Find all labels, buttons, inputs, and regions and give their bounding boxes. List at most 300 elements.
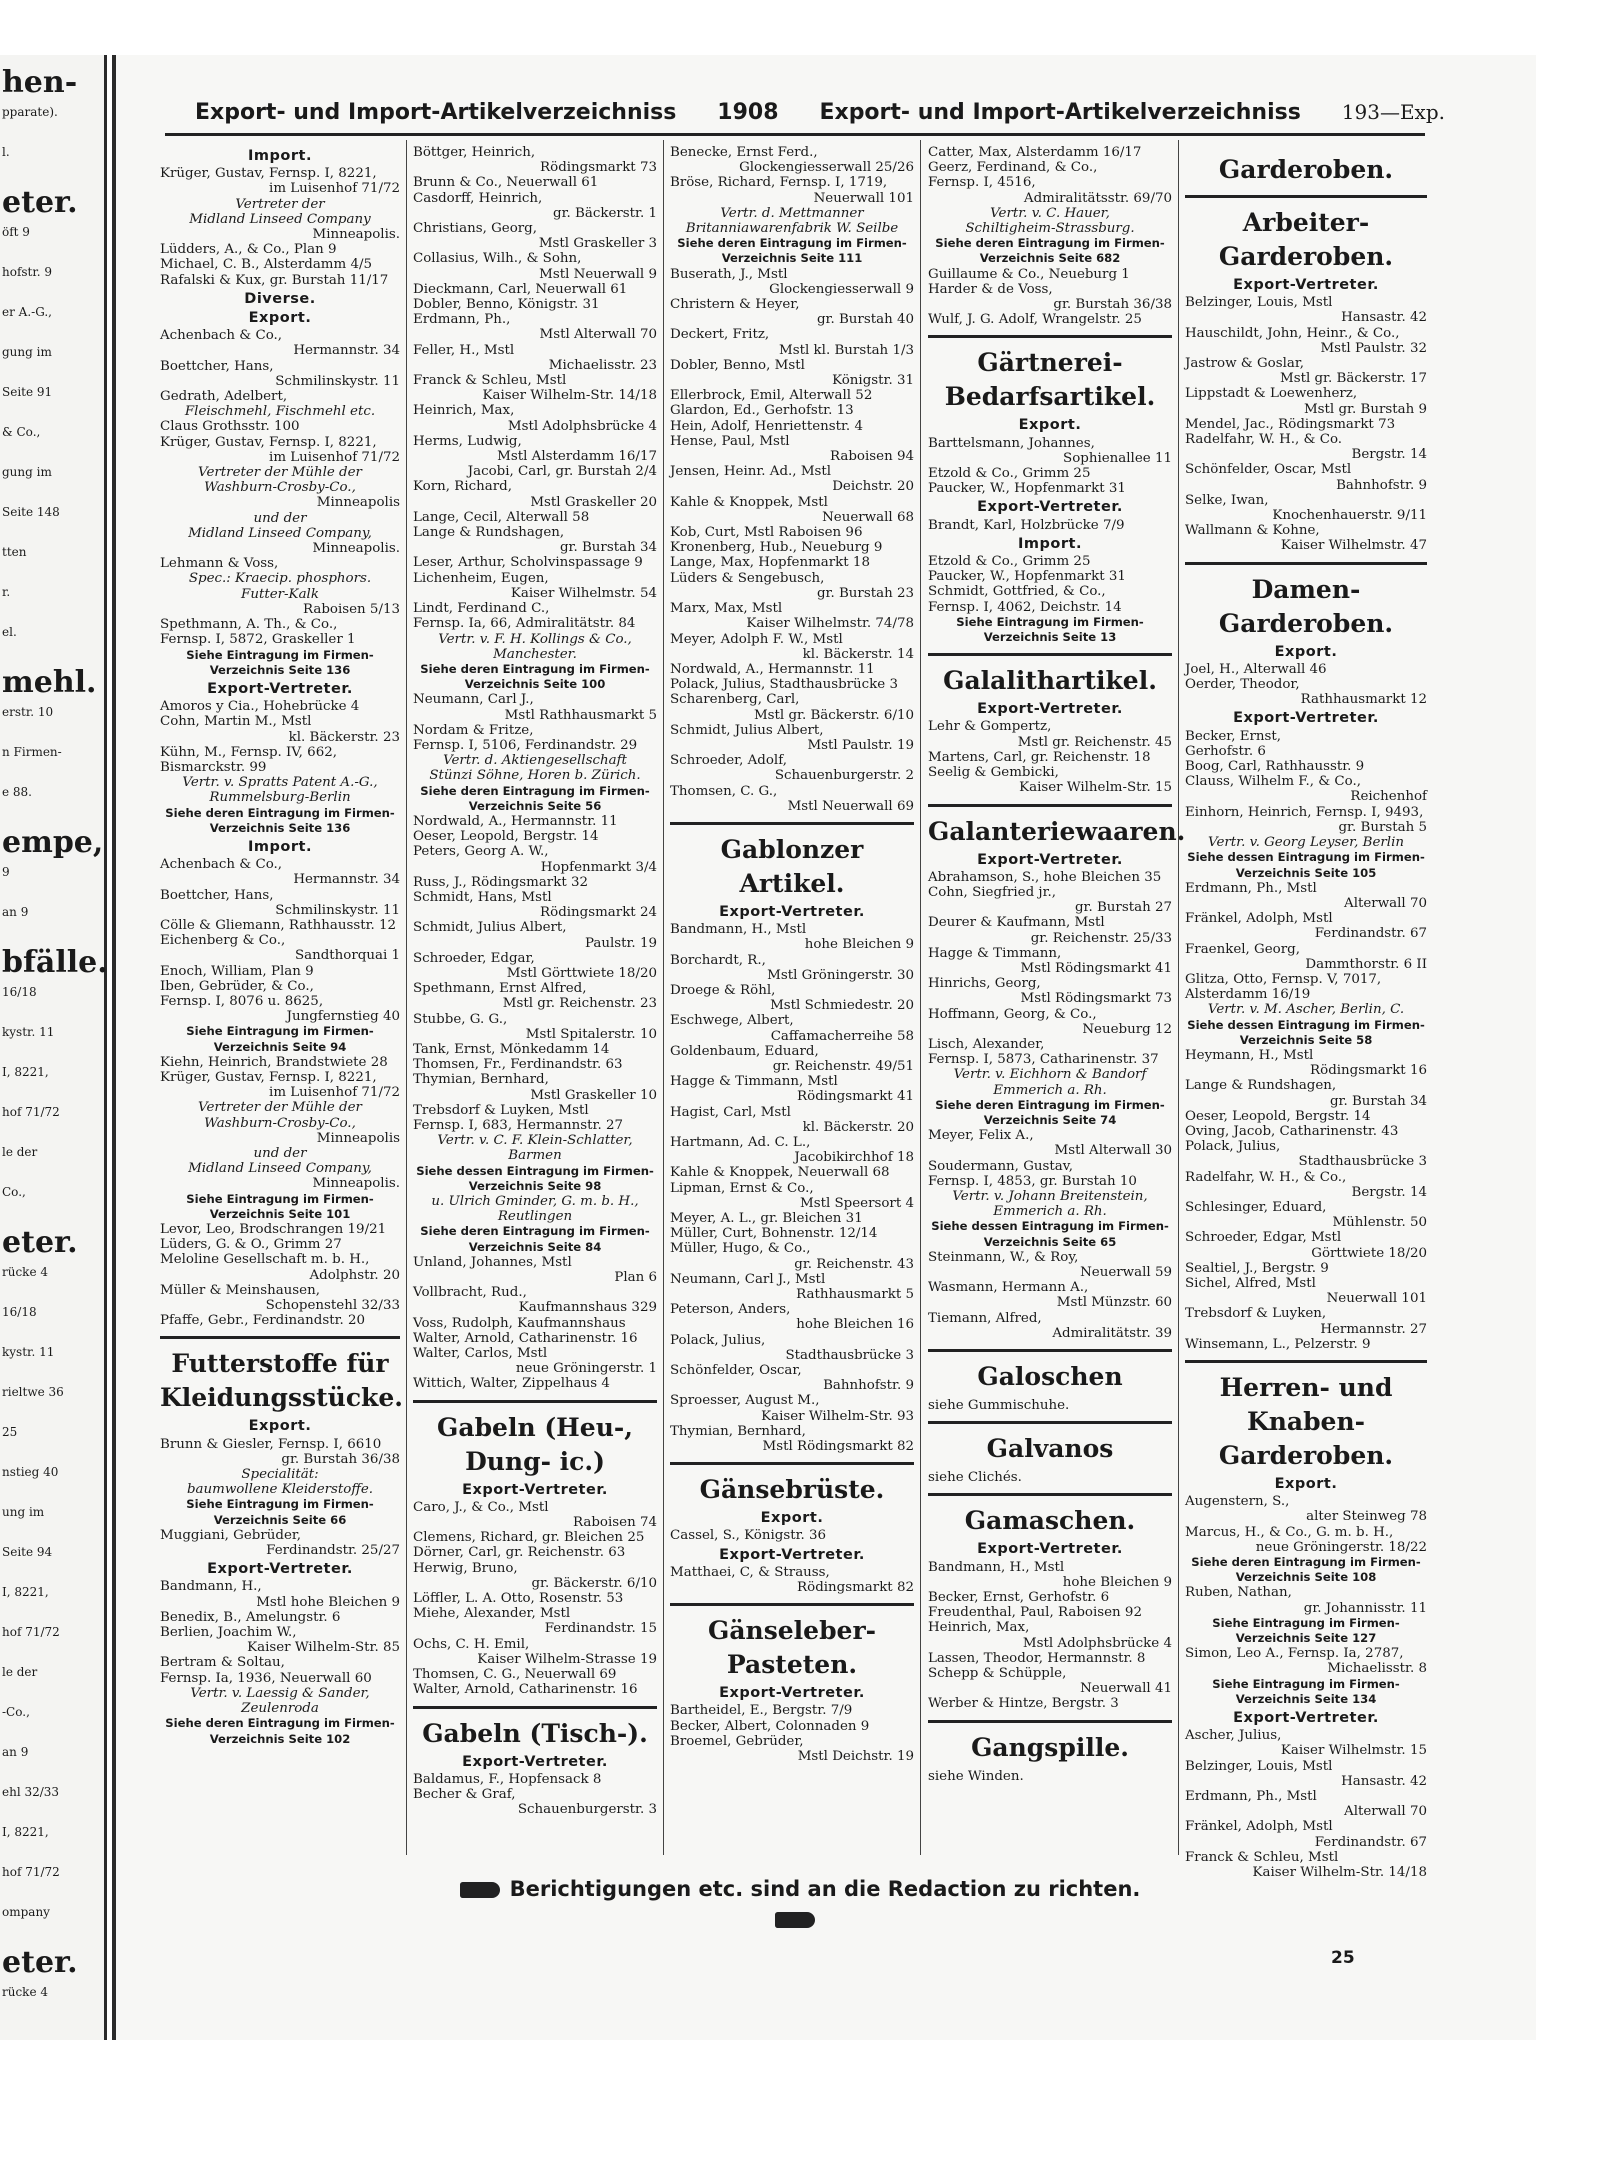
directory-entry: siehe Winden. [928,1768,1024,1784]
directory-entry: Trebsdorf & Luyken, [1185,1306,1327,1322]
directory-entry: Rödingsmarkt 16 [1310,1063,1427,1079]
directory-entry: Erdmann, Ph., [413,312,511,328]
directory-entry: Alterwall 70 [1344,1804,1427,1820]
directory-entry: Nordam & Fritze, [413,722,534,738]
running-head-right: Export- und Import-Artikelverzeichniss [819,99,1301,125]
directory-entry: Schopenstehl 32/33 [265,1298,400,1314]
directory-entry: Neuerwall 59 [1080,1264,1172,1280]
directory-entry: Görttwiete 18/20 [1311,1245,1427,1261]
section-rule [413,1706,657,1709]
cross-reference-note: Siehe dessen Eintragung im Firmen-Verzeichnis Seite 65 [931,1219,1169,1249]
gutter-fragment: empe, [2,825,104,860]
directory-entry: Schmilinskystr. 11 [275,373,400,389]
gutter-fragment: kystr. 11 [2,1025,55,1039]
section-heading: Gabeln (Tisch-). [422,1718,648,1748]
directory-entry: Werber & Hintze, Bergstr. 3 [928,1696,1119,1712]
directory-entry: Boettcher, Hans, [160,887,274,903]
page-reference: 193—Exp. [1341,100,1445,124]
directory-entry: Baldamus, F., Hopfensack 8 [413,1771,602,1787]
directory-entry: Hense, Paul, Mstl [670,433,790,449]
directory-entry: hohe Bleichen 9 [1062,1574,1172,1590]
directory-entry: gr. Burstah 5 [1338,819,1427,835]
directory-entry: gr. Burstah 36/38 [1053,297,1172,313]
directory-entry: Unland, Johannes, Mstl [413,1254,572,1270]
directory-entry: Mstl Alsterdamm 16/17 [497,449,657,465]
directory-entry: Fleischmehl, Fischmehl etc. [184,404,376,420]
directory-entry: gr. Burstah 36/38 [281,1451,400,1467]
subsection-heading: Export-Vertreter. [1233,710,1379,727]
directory-entry: Ellerbrock, Emil, Alterwall 52 [670,388,873,404]
directory-entry: Muggiani, Gebrüder, [160,1527,302,1543]
directory-entry: Glardon, Ed., Gerhofstr. 13 [670,403,854,419]
directory-entry: Brunn & Co., Neuerwall 61 [413,175,599,191]
gutter-fragment: an 9 [2,1745,29,1759]
directory-entry: Minneapolis [316,1130,400,1146]
directory-entry: Becker, Albert, Colonnaden 9 [670,1718,870,1734]
directory-entry: Mstl Rödingsmarkt 82 [762,1439,914,1455]
directory-entry: Amoros y Cia., Hohebrücke 4 [160,699,360,715]
directory-entry: Catter, Max, Alsterdamm 16/17 [928,145,1142,160]
directory-entry: Benecke, Ernst Ferd., [670,145,818,160]
section-heading: Gamaschen. [964,1506,1136,1536]
directory-entry: Schroeder, Edgar, [413,950,535,966]
directory-entry: Paucker, W., Hopfenmarkt 31 [928,569,1126,585]
directory-entry: Belzinger, Louis, Mstl [1185,1758,1333,1774]
directory-entry: Minneapolis. [312,541,400,557]
directory-entry: Schauenburgerstr. 2 [774,768,914,784]
directory-entry: Kaiser Wilhelm-Str. 14/18 [1252,1865,1427,1881]
directory-entry: Ruben, Nathan, [1185,1585,1292,1601]
directory-entry: Bertram & Soltau, [160,1655,285,1671]
directory-entry: Fränkel, Adolph, Mstl [1185,1819,1333,1835]
directory-entry: Korn, Richard, [413,479,512,495]
directory-entry: Trebsdorf & Luyken, Mstl [413,1102,589,1118]
directory-entry: Dörner, Carl, gr. Reichenstr. 63 [413,1545,626,1561]
directory-entry: Clauss, Wilhelm F., & Co., [1185,774,1362,790]
gutter-fragment: eter. [2,185,78,220]
directory-entry: Washburn-Crosby-Co., [204,480,356,496]
directory-entry: Matthaei, C, & Strauss, [670,1564,830,1580]
directory-entry: Fraenkel, Georg, [1185,941,1300,957]
directory-entry: Jastrow & Goslar, [1185,356,1305,372]
directory-entry: Schroeder, Edgar, Mstl [1185,1230,1342,1246]
directory-entry: Caffamacherreihe 58 [770,1028,914,1044]
gutter-fragment: ompany [2,1905,50,1919]
subsection-heading: Export-Vertreter. [207,680,353,697]
gutter-fragment: 25 [2,1425,18,1439]
column-divider [663,140,664,1855]
directory-entry: gr. Bäckerstr. 1 [553,205,657,221]
directory-entry: Tiemann, Alfred, [928,1310,1042,1326]
directory-entry: baumwollene Kleiderstoffe. [186,1482,374,1498]
directory-entry: Kaiser Wilhelmstr. 15 [1280,1743,1427,1759]
directory-entry: Eschwege, Albert, [670,1013,794,1029]
directory-entry: Geerz, Ferdinand, & Co., [928,160,1098,176]
directory-entry: Kaiser Wilhelmstr. 74/78 [746,616,914,632]
section-rule [928,1421,1172,1424]
directory-entry: Minneapolis. [312,227,400,243]
directory-entry: Walter, Arnold, Catharinenstr. 16 [413,1682,638,1698]
directory-entry: Sichel, Alfred, Mstl [1185,1275,1316,1291]
directory-entry: Deichstr. 20 [832,479,914,495]
directory-entry: Lange & Rundshagen, [413,525,565,541]
directory-entry: Cassel, S., Königstr. 36 [670,1528,827,1544]
directory-entry: Lichenheim, Eugen, [413,570,549,586]
running-head-year: 1908 [717,99,779,125]
directory-entry: alter Steinweg 78 [1306,1509,1427,1525]
section-heading: Gablonzer Artikel. [720,834,864,898]
directory-entry: Hartmann, Ad. C. L., [670,1134,811,1150]
directory-entry: Schmidt, Julius Albert, [670,722,824,738]
gutter-fragment: I, 8221, [2,1065,49,1079]
directory-entry: Erdmann, Ph., Mstl [1185,1789,1317,1805]
section-rule [1185,195,1427,198]
directory-entry: Vertr. v. Laessig & Sander, [190,1685,370,1701]
directory-entry: Schiltigheim-Strassburg. [965,221,1135,237]
directory-entry: Reutlingen [497,1209,573,1225]
directory-entry: Stünzi Söhne, Horen b. Zürich. [429,768,641,784]
directory-entry: u. Ulrich Gminder, G. m. b. H., [431,1194,639,1210]
directory-entry: gr. Burstah 40 [816,312,914,328]
directory-entry: Fernsp. I, 4062, Deichstr. 14 [928,599,1122,615]
directory-entry: Heinrich, Max, [413,403,515,419]
directory-entry: Vertr. v. Spratts Patent A.-G., [182,775,378,791]
subsection-heading: Export. [1018,417,1082,434]
directory-entry: Mstl Rödingsmarkt 41 [1020,960,1172,976]
directory-entry: neue Gröningerstr. 18/22 [1255,1539,1427,1555]
directory-entry: Christern & Heyer, [670,297,800,313]
section-rule [928,335,1172,338]
directory-entry: Müller, Curt, Bohnenstr. 12/14 [670,1226,878,1242]
section-heading: Arbeiter-Garderoben. [1218,208,1394,271]
section-heading: Damen-Garderoben. [1218,574,1394,638]
directory-entry: Schepp & Schüpple, [928,1666,1067,1682]
section-heading: Galanteriewaaren. [928,816,1186,846]
column-divider [920,140,921,1855]
section-heading: Futterstoffe für Kleidungsstücke. [160,1349,403,1413]
gutter-fragment: Co., [2,1185,26,1199]
directory-entry: Königstr. 31 [832,373,914,389]
section-rule [670,822,914,825]
directory-entry: Dammthorstr. 6 II [1305,956,1427,972]
gutter-fragment: le der [2,1665,38,1679]
directory-entry: Neuerwall 41 [1080,1681,1172,1697]
pointing-hand-icon [460,1882,500,1898]
directory-entry: Lipman, Ernst & Co., [670,1180,814,1196]
directory-entry: Lüdders, A., & Co., Plan 9 [160,242,337,258]
running-head [195,95,1445,129]
gutter-fragment: I, 8221, [2,1585,49,1599]
directory-entry: Hinrichs, Georg, [928,976,1041,992]
gutter-fragment: bfälle. [2,945,108,980]
directory-entry: Barmen [508,1148,562,1164]
directory-entry: Müller & Meinshausen, [160,1282,320,1298]
directory-entry: Hansastr. 42 [1341,310,1427,326]
gutter-fragment: ung im [2,1505,45,1519]
gutter-fragment: rieltwe 36 [2,1385,64,1399]
directory-entry: Krüger, Gustav, Fernsp. I, 8221, [160,1069,377,1085]
directory-entry: Droege & Röhl, [670,982,776,998]
directory-entry: Reichenhof [1350,789,1427,805]
section-rule [670,1462,914,1465]
directory-entry: Scharenberg, Carl, [670,692,800,708]
gutter-fragment: l. [2,145,10,159]
directory-entry: Mstl Gröningerstr. 30 [767,967,914,983]
directory-entry: Mstl Alterwall 30 [1054,1143,1172,1159]
cross-reference-note: Siehe deren Eintragung im Firmen-Verzeichnis Seite 100 [420,661,650,692]
directory-entry: Dobler, Benno, Königstr. 31 [413,297,600,313]
directory-entry: Franck & Schleu, Mstl [1185,1849,1339,1865]
cross-reference-note: Siehe dessen Eintragung im Firmen-Verzeichnis Seite 58 [1187,1017,1425,1047]
directory-entry: Brandt, Karl, Holzbrücke 7/9 [928,517,1125,533]
directory-entry: Fernsp. I, 4853, gr. Burstah 10 [928,1173,1137,1189]
gutter-fragment: er A.-G., [2,305,52,319]
directory-entry: Alsterdamm 16/19 [1185,987,1311,1003]
directory-entry: Lüders, G. & O., Grimm 27 [160,1237,342,1253]
directory-entry: Midland Linseed Company, [188,1161,372,1177]
directory-entry: Böttger, Heinrich, [413,145,536,160]
directory-entry: Hauschildt, John, Heinr., & Co., [1185,325,1400,341]
directory-entry: Neumann, Carl J., [413,692,534,708]
directory-entry: Stadthausbrücke 3 [1298,1154,1427,1170]
directory-entry: Mstl gr. Bäckerstr. 17 [1279,371,1427,387]
directory-entry: Manchester. [493,646,577,662]
directory-entry: kl. Bäckerstr. 23 [288,729,400,745]
directory-entry: Mstl hohe Bleichen 9 [256,1594,400,1610]
gutter-fragment: 16/18 [2,1305,37,1319]
running-head-left: Export- und Import-Artikelverzeichniss [195,99,677,125]
gutter-fragment: Seite 94 [2,1545,53,1559]
directory-entry: Lisch, Alexander, [928,1036,1045,1052]
directory-entry: Schmidt, Gottfried, & Co., [928,584,1106,600]
directory-entry: Augenstern, S., [1185,1494,1290,1510]
directory-entry: Spec.: Kraecip. phosphors. [188,571,372,587]
cross-reference-note: Siehe Eintragung im Firmen-Verzeichnis Seite 127 [1212,1615,1400,1646]
directory-entry: Berlien, Joachim W., [160,1625,297,1641]
directory-entry: Glockengiesserwall 9 [769,281,914,297]
directory-entry: Caro, J., & Co., Mstl [413,1499,549,1515]
directory-entry: Mstl gr. Reichenstr. 23 [502,996,657,1012]
directory-entry: Midland Linseed Company [189,211,371,227]
directory-entry: Mstl Spitalerstr. 10 [525,1026,657,1042]
directory-entry: Kob, Curt, Mstl Raboisen 96 [670,525,863,541]
directory-entry: Rathhausmarkt 5 [796,1287,914,1303]
section-rule [928,1493,1172,1496]
column-divider [406,140,407,1855]
directory-entry: Schroeder, Adolf, [670,753,787,769]
directory-entry: Becher & Graf, [413,1786,516,1802]
directory-entry: Fernsp. I, 5873, Catharinenstr. 37 [928,1052,1159,1068]
subsection-heading: Import. [248,148,312,164]
directory-entry: Fränkel, Adolph, Mstl [1185,911,1333,927]
gutter-fragment: gung im [2,345,52,359]
gutter-fragment: hen- [2,65,78,100]
directory-entry: Futter-Kalk [241,586,319,602]
directory-entry: Rödingsmarkt 82 [797,1580,914,1596]
directory-entry: Müller, Hugo, & Co., [670,1241,811,1257]
directory-entry: Thymian, Bernhard, [413,1072,549,1088]
directory-entry: gr. Burstah 23 [816,585,914,601]
directory-entry: Glockengiesserwall 25/26 [739,160,914,176]
directory-entry: Jensen, Heinr. Ad., Mstl [670,464,832,480]
directory-entry: Casdorff, Heinrich, [413,190,543,206]
column-1 [160,145,403,1845]
column-4 [928,145,1186,1845]
directory-entry: Raboisen 94 [829,449,914,465]
directory-entry: Kaiser Wilhelmstr. 47 [1280,538,1427,554]
directory-entry: Vertr. d. Mettmanner [720,205,864,221]
directory-entry: Hermannstr. 34 [293,343,400,359]
footer-text: Berichtigungen etc. sind an die Redaction zu richten. [509,1877,1141,1901]
directory-entry: Sproesser, August M., [670,1393,820,1409]
gutter-fragment: n Firmen- [2,745,62,759]
directory-entry: Polack, Julius, Stadthausbrücke 3 [670,677,898,693]
subsection-heading: Export. [248,310,312,327]
section-rule [670,1603,914,1606]
directory-entry: Lehmann & Voss, [160,556,279,572]
directory-entry: Enoch, William, Plan 9 [160,963,314,979]
directory-entry: Dieckmann, Carl, Neuerwall 61 [413,281,628,297]
directory-entry: siehe Gummischuhe. [928,1398,1070,1413]
directory-entry: Michaelisstr. 8 [1327,1661,1427,1677]
subsection-heading: Import. [1018,535,1082,552]
directory-entry: Bismarckstr. 99 [160,759,267,775]
directory-entry: Sophienallee 11 [1063,450,1172,466]
directory-entry: Hermannstr. 27 [1320,1321,1427,1337]
directory-entry: Mstl Adolphsbrücke 4 [507,418,657,434]
directory-entry: Nordwald, A., Hermannstr. 11 [413,813,618,829]
directory-entry: Mstl kl. Burstah 1/3 [779,342,914,358]
directory-entry: Joel, H., Alterwall 46 [1185,661,1327,677]
page-number: 25 [1331,1948,1355,1968]
subsection-heading: Export. [1274,643,1338,660]
directory-entry: Lange, Max, Hopfenmarkt 18 [670,555,870,571]
gutter-fragment: erstr. 10 [2,705,54,719]
directory-entry: Nordwald, A., Hermannstr. 11 [670,661,875,677]
directory-entry: Bergstr. 14 [1351,447,1427,463]
directory-entry: Soudermann, Gustav, [928,1158,1073,1174]
directory-entry: Pfaffe, Gebr., Ferdinandstr. 20 [160,1313,366,1329]
directory-entry: gr. Johannisstr. 11 [1303,1600,1427,1616]
directory-entry: Admiralitätsstr. 69/70 [1023,190,1172,206]
directory-entry: Collasius, Wilh., & Sohn, [413,251,582,267]
directory-entry: Plan 6 [614,1270,657,1286]
directory-entry: Barttelsmann, Johannes, [928,435,1095,451]
directory-entry: Rödingsmarkt 73 [540,160,657,176]
directory-entry: Neuerwall 68 [822,509,914,525]
directory-entry: Seelig & Gembicki, [928,765,1059,781]
directory-entry: gr. Burstah 34 [559,540,657,556]
directory-entry: Neuerwall 101 [813,190,914,206]
section-heading: Galvanos [986,1434,1114,1464]
directory-entry: Bandmann, H., Mstl [670,922,807,938]
directory-entry: Bandmann, H., [160,1579,262,1595]
directory-entry: Michaelisstr. 23 [548,357,657,373]
directory-entry: Emmerich a. Rh. [993,1204,1107,1220]
directory-entry: Mstl Speersort 4 [800,1195,914,1211]
directory-entry: Paucker, W., Hopfenmarkt 31 [928,481,1126,497]
directory-entry: Britanniawarenfabrik W. Seilbe [685,221,899,237]
directory-entry: Boettcher, Hans, [160,358,274,374]
directory-entry: Schönfelder, Oscar, Mstl [1185,462,1352,478]
directory-entry: Thomsen, C. G., [670,783,778,799]
directory-entry: Mstl gr. Bäckerstr. 6/10 [753,707,914,723]
directory-entry: Minneapolis. [312,1176,400,1192]
directory-entry: Neumann, Carl J., Mstl [670,1271,826,1287]
directory-entry: Guillaume & Co., Neueburg 1 [928,266,1130,282]
directory-entry: Schmidt, Hans, Mstl [413,889,552,905]
directory-entry: Goldenbaum, Eduard, [670,1043,819,1059]
section-rule [160,1336,400,1339]
directory-entry: Sandthorquai 1 [294,948,400,964]
directory-entry: Mstl Deichstr. 19 [797,1749,914,1765]
cross-reference-note: Siehe dessen Eintragung im Firmen-Verzeichnis Seite 98 [416,1163,654,1193]
directory-entry: Deurer & Kaufmann, Mstl [928,915,1105,931]
directory-entry: hohe Bleichen 16 [796,1317,914,1333]
directory-entry: gr. Reichenstr. 25/33 [1030,930,1172,946]
directory-entry: Fernsp. Ia, 1936, Neuerwall 60 [160,1670,372,1686]
directory-entry: Mstl Graskeller 20 [530,494,657,510]
directory-entry: Neueburg 12 [1082,1021,1172,1037]
directory-entry: Kronenberg, Hub., Neueburg 9 [670,540,883,556]
directory-entry: Jacobikirchhof 18 [794,1150,914,1166]
section-heading: Galoschen [977,1362,1123,1391]
directory-entry: Alterwall 70 [1344,895,1427,911]
gutter-fragment: I, 8221, [2,1825,49,1839]
directory-entry: Vertr. v. Johann Breitenstein, [952,1188,1148,1204]
directory-entry: Peterson, Anders, [670,1302,791,1318]
cross-reference-note: Siehe deren Eintragung im Firmen-Verzeichnis Seite 102 [165,1716,395,1746]
section-rule [413,1400,657,1403]
directory-entry: Thomsen, Fr., Ferdinandstr. 63 [413,1057,623,1073]
header-rule [165,133,1425,136]
directory-entry: Washburn-Crosby-Co., [204,1115,356,1131]
directory-entry: Abrahamson, S., hohe Bleichen 35 [928,869,1162,885]
directory-entry: Krüger, Gustav, Fernsp. I, 8221, [160,166,377,182]
directory-entry: Minneapolis [316,495,400,511]
section-rule [1185,562,1427,565]
directory-entry: Gedrath, Adelbert, [160,389,288,405]
directory-entry: Admiralitätstr. 39 [1052,1325,1172,1341]
directory-entry: Lüders & Sengebusch, [670,570,825,586]
directory-entry: Bahnhofstr. 9 [823,1378,914,1394]
subsection-heading: Export-Vertreter. [1233,1710,1379,1727]
section-heading: Gänseleber-Pasteten. [707,1616,877,1680]
directory-entry: Voss, Rudolph, Kaufmannshaus [413,1315,626,1331]
directory-entry: Eichenberg & Co., [160,933,286,949]
section-heading: Gabeln (Heu-, Dung- ic.) [437,1412,633,1476]
directory-entry: Cohn, Martin M., Mstl [160,714,312,730]
directory-entry: Mühlenstr. 50 [1332,1215,1427,1231]
subsection-heading: Export-Vertreter. [977,1541,1123,1558]
directory-entry: Hoffmann, Georg, & Co., [928,1006,1097,1022]
gutter-fragment: & Co., [2,425,41,439]
section-heading: Herren- und Knaben-Garderoben. [1218,1373,1394,1470]
cross-reference-note: Siehe deren Eintragung im Firmen-Verzeichnis Seite 682 [935,236,1165,266]
directory-entry: Lippstadt & Loewenherz, [1185,386,1358,402]
directory-entry: Kaiser Wilhelm-Str. 14/18 [482,388,657,404]
directory-entry: Kiehn, Heinrich, Brandstwiete 28 [160,1054,388,1070]
gutter-fragment: el. [2,625,17,639]
directory-entry: Stadthausbrücke 3 [785,1347,914,1363]
directory-entry: Ascher, Julius, [1185,1728,1282,1744]
directory-entry: Midland Linseed Company, [188,525,372,541]
subsection-heading: Export-Vertreter. [719,1546,865,1563]
directory-entry: Vertr. v. Georg Leyser, Berlin [1208,835,1404,851]
directory-entry: Peters, Georg A. W., [413,844,549,860]
column-5 [1185,145,1427,1881]
subsection-heading: Export-Vertreter. [977,851,1123,868]
